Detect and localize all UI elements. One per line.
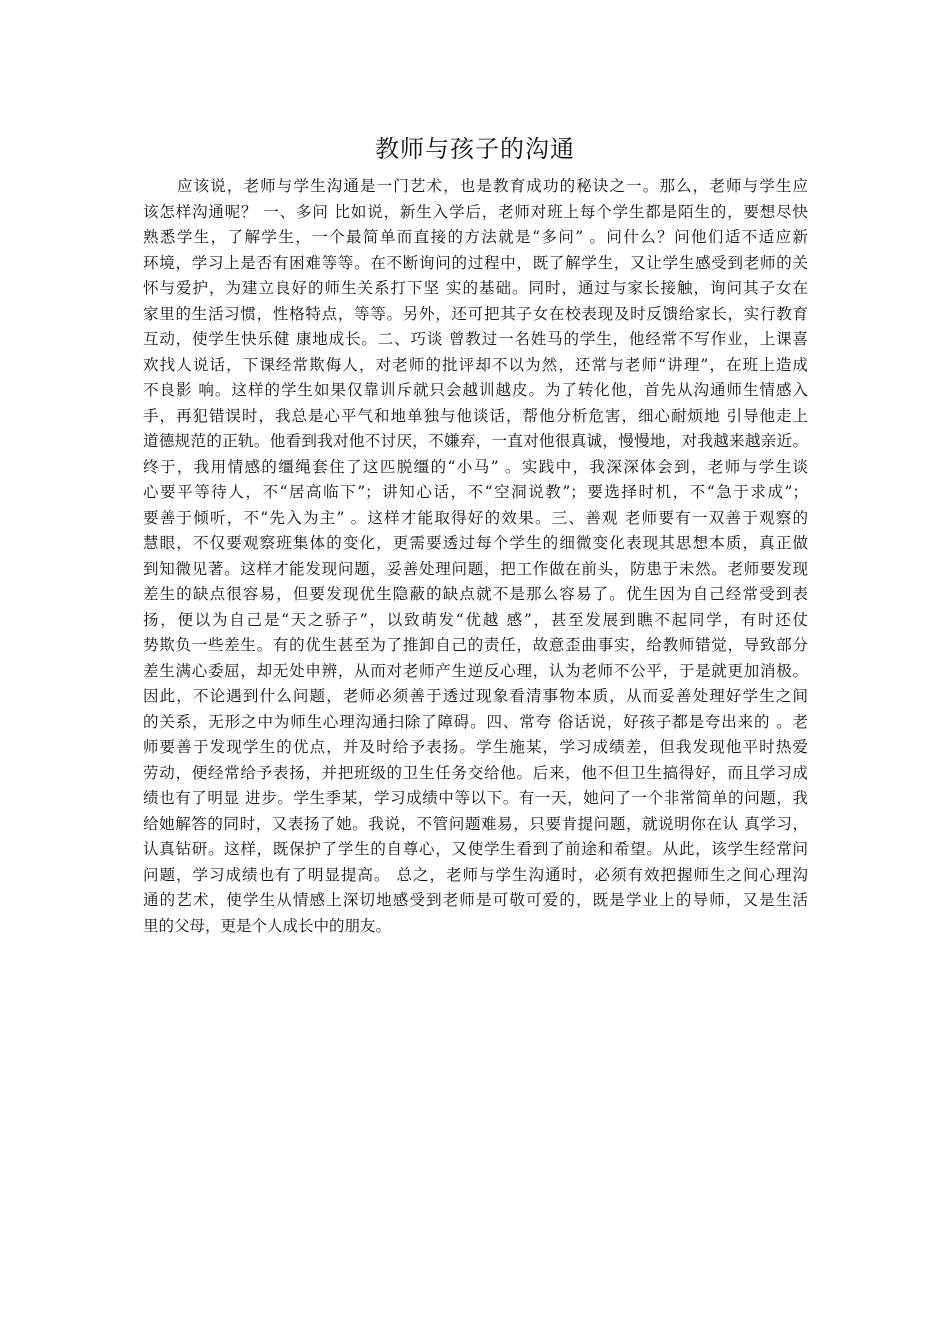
body-line: 里的父母，更是个人成长中的朋友。 (143, 916, 392, 935)
body-line: 要善于倾听，不“先入为主” 。这样才能取得好的效果。三、善观 老师要有一双善于观察的 (143, 508, 808, 527)
body-line: 差生的缺点很容易，但要发现优生隐蔽的缺点就不是那么容易了。优生因为自己经常受到表 (143, 585, 808, 603)
body-line: 势欺负一些差生。有的优生甚至为了推卸自己的责任，故意歪曲事实，给教师错觉，导致部分 (143, 636, 808, 654)
body-line: 绩也有了明显 进步。学生季某，学习成绩中等以下。有一天，她问了一个非常简单的问题，我 (143, 789, 808, 807)
body-line: 不良影 响。这样的学生如果仅靠训斥就只会越训越皮。为了转化他，首先从沟通师生情感入 (143, 381, 808, 399)
body-line: 给她解答的同时，又表扬了她。我说，不管问题难易，只要肯提问题，就说明你在认 真学习， (143, 814, 808, 833)
document-title: 教师与孩子的沟通 (375, 135, 575, 163)
body-line: 手，再犯错误时，我总是心平气和地单独与他谈话，帮他分析危害，细心耐烦地 引导他走上 (143, 406, 808, 425)
body-line: 认真钻研。这样，既保护了学生的自尊心，又使学生看到了前途和希望。从此，该学生经常问 (143, 840, 808, 858)
body-line: 熟悉学生，了解学生，一个最简单而直接的方法就是“多问” 。问什么？问他们适不适应新 (143, 228, 808, 246)
document-body (143, 174, 808, 939)
body-line: 通的艺术，使学生从情感上深切地感受到老师是可敬可爱的，既是学业上的导师，又是生活 (143, 891, 808, 909)
body-line: 师要善于发现学生的优点，并及时给予表扬。学生施某，学习成绩差，但我发现他平时热爱 (143, 738, 808, 756)
body-line: 到知微见著。这样才能发现问题，妥善处理问题，把工作做在前头，防患于未然。老师要发现 (143, 559, 808, 578)
body-line: 道德规范的正轨。他看到我对他不讨厌，不嫌弃，一直对他很真诚，慢慢地，对我越来越亲近。 (143, 432, 808, 450)
body-line: 差生满心委屈，却无处申辨，从而对老师产生逆反心理，认为老师不公平，于是就更加消极。 (143, 661, 808, 680)
body-line: 心要平等待人，不“居高临下”；讲知心话，不“空洞说教”；要选择时机，不“急于求成”； (143, 483, 808, 501)
body-line: 该怎样沟通呢？ 一、多问 比如说，新生入学后，老师对班上每个学生都是陌生的，要想尽快 (143, 202, 808, 221)
body-line: 环境，学习上是否有困难等等。在不断询问的过程中，既了解学生，又让学生感受到老师的关 (143, 253, 808, 272)
body-line: 劳动，便经常给予表扬，并把班级的卫生任务交给他。后来，他不但卫生搞得好，而且学习成 (143, 763, 808, 782)
body-line: 因此，不论遇到什么问题，老师必须善于透过现象看清事物本质，从而妥善处理好学生之间 (143, 687, 808, 705)
body-line: 扬，便以为自己是“天之骄子”，以致萌发“优越 感”，甚至发展到瞧不起同学，有时还仗 (143, 610, 808, 629)
body-line: 终于，我用情感的缰绳套住了这匹脱缰的“小马” 。实践中，我深深体会到，老师与学生谈 (143, 457, 808, 476)
body-line: 慧眼，不仅要观察班集体的变化，更需要透过每个学生的细微变化表现其思想本质，真正做 (143, 534, 808, 552)
body-line: 家里的生活习惯，性格特点，等等。另外，还可把其子女在校表现及时反馈给家长，实行教育 (143, 304, 808, 323)
body-line: 的关系，无形之中为师生心理沟通扫除了障碍。四、常夸 俗话说，好孩子都是夸出来的 。老 (143, 712, 808, 731)
body-line: 问题，学习成绩也有了明显提高。 总之，老师与学生沟通时，必须有效把握师生之间心理沟 (143, 865, 808, 884)
body-line: 欢找人说话，下课经常欺侮人，对老师的批评却不以为然，还常与老师“讲理”，在班上造成 (143, 355, 808, 374)
body-line: 互动，使学生快乐健 康地成长。二、巧谈 曾教过一名姓马的学生，他经常不写作业，上课喜 (143, 330, 808, 348)
body-line: 怀与爱护，为建立良好的师生关系打下坚 实的基础。同时，通过与家长接触，询问其子女在 (143, 279, 808, 297)
body-line: 应该说，老师与学生沟通是一门艺术，也是教育成功的秘诀之一。那么，老师与学生应 (177, 177, 808, 195)
